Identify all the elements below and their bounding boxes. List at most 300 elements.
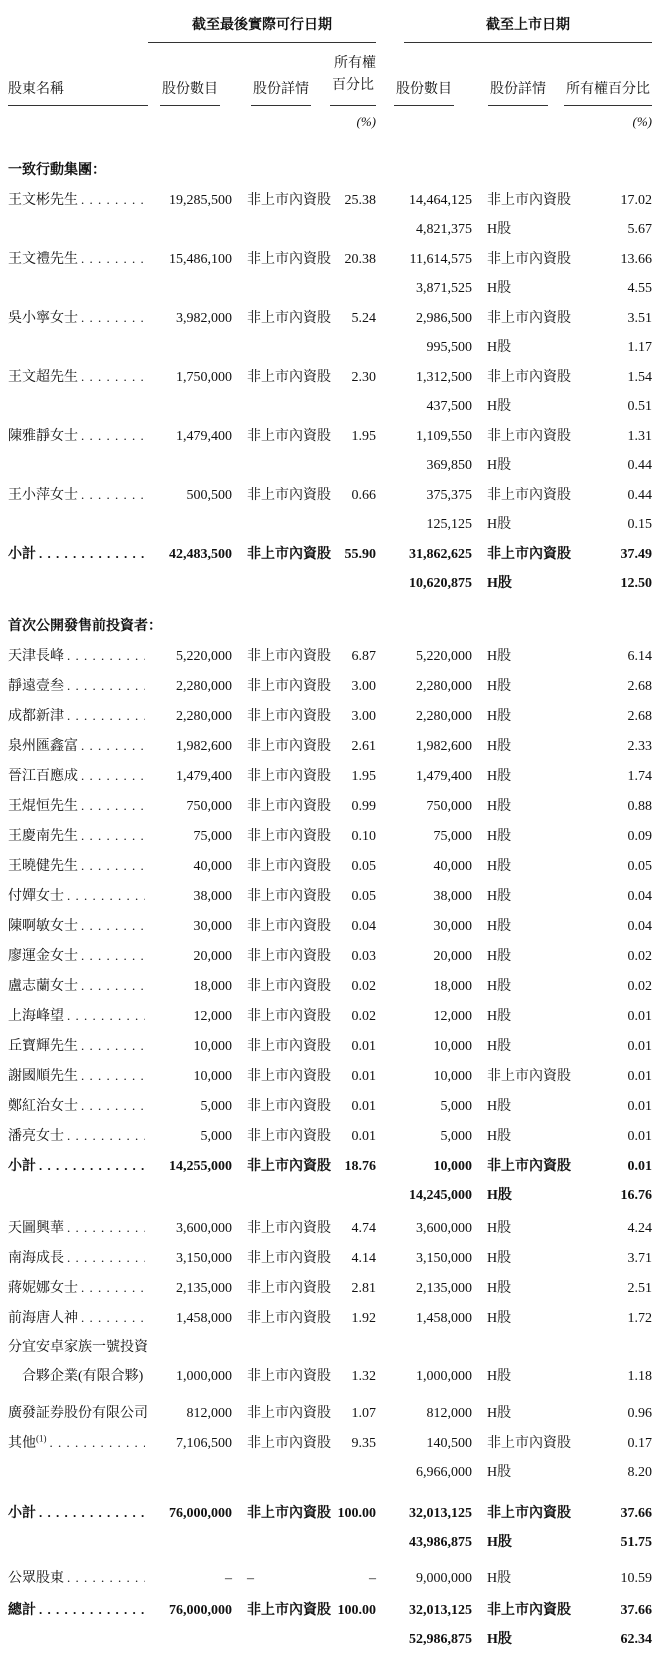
shares-count-lpd: 19,285,500 (169, 192, 232, 208)
share-class-lpd: 非上市內資股 (247, 251, 331, 267)
shares-count-lpd: 30,000 (193, 918, 232, 934)
share-class-lpd: 非上市內資股 (247, 310, 331, 326)
shares-count-listing: 30,000 (433, 918, 472, 934)
section-title: 首次公開發售前投資者： (8, 618, 162, 634)
ownership-pct-listing: 8.20 (627, 1464, 652, 1480)
shares-count-listing: 18,000 (433, 978, 472, 994)
shares-count-listing: 2,280,000 (416, 708, 472, 724)
leader-dots (81, 971, 145, 1001)
shareholder-name: 晉江百應成 . . . (8, 761, 148, 791)
share-class-lpd: 非上市內資股 (247, 1435, 331, 1451)
shareholder-name: 王焜恒先生 . . . (8, 791, 148, 821)
share-class-listing: H股 (487, 858, 512, 874)
shares-count-listing: 3,600,000 (416, 1220, 472, 1236)
shares-count-lpd: 5,000 (200, 1128, 232, 1144)
leader-dots (50, 1428, 146, 1458)
table-row (8, 701, 652, 731)
ownership-pct-lpd: 2.61 (351, 738, 376, 754)
share-class-listing: H股 (487, 516, 512, 532)
leader-dots (81, 821, 145, 851)
shares-count-listing: 750,000 (426, 798, 472, 814)
shares-count-lpd: 1,479,400 (176, 768, 232, 784)
share-class-listing: 非上市內資股 (487, 310, 571, 326)
shares-count-lpd: 3,150,000 (176, 1250, 232, 1266)
share-class-listing: H股 (487, 798, 512, 814)
continuation-row (8, 1181, 652, 1210)
share-class-listing: H股 (487, 221, 512, 237)
share-class-lpd: 非上市內資股 (247, 888, 331, 904)
shares-count-lpd: 1,479,400 (176, 428, 232, 444)
share-class-listing: H股 (487, 339, 512, 355)
shareholder-name: 付嬋女士 . . . (8, 881, 148, 911)
share-class-lpd: 非上市內資股 (247, 708, 331, 724)
continuation-row (8, 1625, 652, 1654)
shares-count-lpd: 5,000 (200, 1098, 232, 1114)
subtotal-row (8, 1498, 652, 1528)
leader-dots (81, 185, 145, 215)
continuation-row (8, 215, 652, 244)
shares-count-lpd: – (225, 1570, 232, 1586)
share-class-listing: 非上市內資股 (487, 251, 571, 267)
continuation-row (8, 451, 652, 480)
shares-count-listing: 32,013,125 (409, 1505, 472, 1521)
table-row (8, 761, 652, 791)
ownership-pct-listing: 37.66 (620, 1602, 652, 1618)
ownership-pct-lpd: 2.30 (351, 369, 376, 385)
share-class-lpd: 非上市內資股 (247, 1368, 331, 1384)
ownership-pct-listing: 4.24 (627, 1220, 652, 1236)
shareholder-name: 吳小寧女士 . . . (8, 303, 148, 333)
ownership-pct-lpd: 55.90 (344, 546, 376, 562)
shares-count-lpd: 500,500 (186, 487, 232, 503)
ownership-pct-lpd: 2.81 (351, 1280, 376, 1296)
shares-count-lpd: 38,000 (193, 888, 232, 904)
shares-count-lpd: 812,000 (186, 1405, 232, 1421)
shares-count-lpd: 76,000,000 (169, 1602, 232, 1618)
leader-dots (67, 641, 145, 671)
share-class-listing: 非上市內資股 (487, 1435, 571, 1451)
column-header-shares-listing: 股份數目 (376, 78, 472, 106)
ownership-pct-lpd: 0.02 (351, 1008, 376, 1024)
shares-count-lpd: 40,000 (193, 858, 232, 874)
shares-count-lpd: 75,000 (193, 828, 232, 844)
share-class-lpd: 非上市內資股 (247, 1068, 331, 1084)
shareholder-name: 前海唐人神 . . . (8, 1303, 148, 1333)
leader-dots (67, 1243, 145, 1273)
ownership-pct-listing: 3.51 (627, 310, 652, 326)
shareholder-name: 小計 . . . (8, 539, 148, 569)
shares-count-lpd: 7,106,500 (176, 1435, 232, 1451)
shares-count-listing: 369,850 (426, 457, 472, 473)
ownership-pct-listing: 0.02 (627, 978, 652, 994)
share-class-listing: H股 (487, 1570, 512, 1586)
share-class-lpd: 非上市內資股 (247, 1220, 331, 1236)
continuation-row (8, 510, 652, 539)
share-class-listing: H股 (487, 280, 512, 296)
table-row (8, 1333, 652, 1362)
shareholder-name: 其他$^{(1)}$ . . . (8, 1428, 148, 1458)
ownership-pct-listing: 0.01 (627, 1158, 652, 1174)
share-class-listing: 非上市內資股 (487, 1505, 571, 1521)
shares-count-listing: 437,500 (426, 398, 472, 414)
shares-count-lpd: 10,000 (193, 1038, 232, 1054)
table-row (8, 1428, 652, 1458)
table-row (8, 480, 652, 510)
ownership-pct-listing: 1.18 (627, 1368, 652, 1384)
share-class-lpd: 非上市內資股 (247, 1158, 331, 1174)
leader-dots (67, 1121, 145, 1151)
ownership-pct-listing: 2.68 (627, 708, 652, 724)
leader-dots (81, 791, 145, 821)
shareholder-name: 盧志蘭女士 . . . (8, 971, 148, 1001)
shareholder-name: 公眾股東 . . . (8, 1563, 148, 1593)
total-row (8, 1595, 652, 1625)
leader-dots (81, 480, 145, 510)
shareholder-name: 廖運金女士 . . . (8, 941, 148, 971)
shareholder-name: 上海峰望 . . . (8, 1001, 148, 1031)
share-class-lpd: 非上市內資股 (247, 948, 331, 964)
shares-count-lpd: 1,750,000 (176, 369, 232, 385)
shares-count-listing: 125,125 (426, 516, 472, 532)
leader-dots (67, 1213, 145, 1243)
leader-dots (67, 671, 145, 701)
continuation-row (8, 569, 652, 598)
share-class-listing: H股 (487, 1098, 512, 1114)
shareholder-name: 天津長峰 . . . (8, 641, 148, 671)
table-body (8, 156, 652, 1654)
ownership-pct-listing: 2.33 (627, 738, 652, 754)
ownership-pct-listing: 0.44 (627, 457, 652, 473)
table-row (8, 791, 652, 821)
shares-count-lpd: 18,000 (193, 978, 232, 994)
ownership-pct-listing: 0.51 (627, 398, 652, 414)
ownership-pct-lpd: 5.24 (351, 310, 376, 326)
share-class-lpd: 非上市內資股 (247, 1505, 331, 1521)
table-row (8, 1031, 652, 1061)
shares-count-listing: 10,000 (433, 1068, 472, 1084)
shareholder-name: 分宜安卓家族一號投資 (8, 1339, 148, 1355)
share-class-lpd: 非上市內資股 (247, 1280, 331, 1296)
share-class-listing: H股 (487, 575, 512, 591)
shareholder-name: 小計 . . . (8, 1498, 148, 1528)
ownership-pct-listing: 13.66 (620, 251, 652, 267)
ownership-pct-lpd: 0.05 (351, 858, 376, 874)
share-class-listing: H股 (487, 457, 512, 473)
shares-count-listing: 20,000 (433, 948, 472, 964)
share-class-listing: H股 (487, 948, 512, 964)
ownership-pct-lpd: 0.99 (351, 798, 376, 814)
percent-unit-listing: (%) (632, 113, 652, 129)
leader-dots (81, 1061, 145, 1091)
shareholder-name: 總計 . . . (8, 1595, 148, 1625)
table-row (8, 1273, 652, 1303)
shareholder-name: 王小萍女士 . . . (8, 480, 148, 510)
share-class-lpd: 非上市內資股 (247, 1310, 331, 1326)
table-row (8, 971, 652, 1001)
table-row (8, 1001, 652, 1031)
leader-dots (81, 1031, 145, 1061)
continuation-row (8, 1528, 652, 1557)
shares-count-lpd: 14,255,000 (169, 1158, 232, 1174)
share-class-lpd: 非上市內資股 (247, 1405, 331, 1421)
ownership-pct-listing: 3.71 (627, 1250, 652, 1266)
leader-dots (81, 851, 145, 881)
column-header-detail-listing: 股份詳情 (472, 78, 564, 106)
ownership-pct-listing: 1.74 (627, 768, 652, 784)
share-class-listing: H股 (487, 888, 512, 904)
percent-unit-lpd: (%) (356, 113, 376, 129)
shareholder-name: 合夥企業(有限合夥) (22, 1368, 144, 1384)
shareholder-name: 潘亮女士 . . . (8, 1121, 148, 1151)
shares-count-lpd: 3,600,000 (176, 1220, 232, 1236)
ownership-pct-listing: 0.04 (627, 918, 652, 934)
ownership-pct-listing: 12.50 (620, 575, 652, 591)
share-class-lpd: 非上市內資股 (247, 1250, 331, 1266)
ownership-pct-lpd: 4.74 (351, 1220, 376, 1236)
share-class-lpd: 非上市內資股 (247, 918, 331, 934)
table-row (8, 1399, 652, 1428)
leader-dots (67, 1001, 145, 1031)
share-class-listing: 非上市內資股 (487, 1068, 571, 1084)
share-class-lpd: 非上市內資股 (247, 1602, 331, 1618)
shares-count-lpd: 10,000 (193, 1068, 232, 1084)
share-class-listing: H股 (487, 978, 512, 994)
leader-dots (67, 701, 145, 731)
share-class-lpd: 非上市內資股 (247, 828, 331, 844)
table-row (8, 1563, 652, 1593)
ownership-pct-lpd: 100.00 (337, 1505, 376, 1521)
share-class-listing: 非上市內資股 (487, 192, 571, 208)
continuation-row (8, 392, 652, 421)
share-class-lpd: 非上市內資股 (247, 1128, 331, 1144)
shares-count-listing: 10,620,875 (409, 575, 472, 591)
shares-count-lpd: 750,000 (186, 798, 232, 814)
subtotal-row (8, 1151, 652, 1181)
ownership-pct-listing: 51.75 (620, 1534, 652, 1550)
ownership-pct-listing: 5.67 (627, 221, 652, 237)
share-class-lpd: 非上市內資股 (247, 858, 331, 874)
ownership-pct-lpd: 1.07 (351, 1405, 376, 1421)
section-header (8, 156, 652, 185)
share-class-lpd: 非上市內資股 (247, 768, 331, 784)
table-row (8, 421, 652, 451)
share-class-lpd: 非上市內資股 (247, 648, 331, 664)
ownership-pct-lpd: 0.04 (351, 918, 376, 934)
share-class-listing: H股 (487, 768, 512, 784)
shareholder-name: 天圖興華 . . . (8, 1213, 148, 1243)
table-row (8, 1091, 652, 1121)
table-row (8, 1213, 652, 1243)
ownership-pct-lpd: 0.01 (351, 1038, 376, 1054)
ownership-pct-listing: 17.02 (620, 192, 652, 208)
ownership-pct-listing: 0.88 (627, 798, 652, 814)
share-class-lpd: 非上市內資股 (247, 1098, 331, 1114)
shares-count-listing: 52,986,875 (409, 1631, 472, 1647)
share-class-listing: H股 (487, 1368, 512, 1384)
ownership-pct-lpd: 0.01 (351, 1128, 376, 1144)
share-class-listing: H股 (487, 1534, 512, 1550)
shares-count-listing: 4,821,375 (416, 221, 472, 237)
share-class-lpd: 非上市內資股 (247, 1008, 331, 1024)
shares-count-listing: 2,280,000 (416, 678, 472, 694)
ownership-pct-lpd: 6.87 (351, 648, 376, 664)
ownership-pct-listing: 0.01 (627, 1038, 652, 1054)
leader-dots (39, 1498, 145, 1528)
subtotal-row (8, 539, 652, 569)
shareholder-name: 謝國順先生 . . . (8, 1061, 148, 1091)
leader-dots (39, 1595, 145, 1625)
ownership-pct-listing: 37.49 (620, 546, 652, 562)
shareholder-name: 小計 . . . (8, 1151, 148, 1181)
share-class-listing: H股 (487, 1250, 512, 1266)
ownership-pct-listing: 1.72 (627, 1310, 652, 1326)
share-class-listing: H股 (487, 1220, 512, 1236)
shareholder-name: 王文超先生 . . . (8, 362, 148, 392)
shares-count-listing: 5,000 (440, 1098, 472, 1114)
shares-count-lpd: 1,458,000 (176, 1310, 232, 1326)
ownership-pct-listing: 0.04 (627, 888, 652, 904)
group-header-listing-date: 截至上市日期 (404, 14, 652, 43)
column-group-row (8, 14, 652, 43)
ownership-pct-lpd: 0.03 (351, 948, 376, 964)
shareholder-name: 鄭紅治女士 . . . (8, 1091, 148, 1121)
shareholder-name: 王文禮先生 . . . (8, 244, 148, 274)
shares-count-lpd: 3,982,000 (176, 310, 232, 326)
share-class-listing: 非上市內資股 (487, 1158, 571, 1174)
ownership-pct-listing: 1.54 (627, 369, 652, 385)
shares-count-lpd: 2,135,000 (176, 1280, 232, 1296)
share-class-listing: 非上市內資股 (487, 546, 571, 562)
shares-count-listing: 3,150,000 (416, 1250, 472, 1266)
ownership-pct-listing: 1.31 (627, 428, 652, 444)
shares-count-listing: 1,000,000 (416, 1368, 472, 1384)
continuation-row (8, 274, 652, 303)
shareholder-name: 蔣妮娜女士 . . . (8, 1273, 148, 1303)
ownership-pct-lpd: 3.00 (351, 678, 376, 694)
shares-count-listing: 5,000 (440, 1128, 472, 1144)
shareholder-name: 王慶南先生 . . . (8, 821, 148, 851)
share-class-listing: H股 (487, 1464, 512, 1480)
shares-count-listing: 12,000 (433, 1008, 472, 1024)
table-row (8, 185, 652, 215)
leader-dots (81, 362, 145, 392)
table-row (8, 881, 652, 911)
ownership-pct-lpd: 9.35 (351, 1435, 376, 1451)
ownership-pct-listing: 0.96 (627, 1405, 652, 1421)
share-class-listing: H股 (487, 738, 512, 754)
table-row (8, 362, 652, 392)
ownership-pct-listing: 0.01 (627, 1128, 652, 1144)
share-class-listing: H股 (487, 918, 512, 934)
share-class-listing: 非上市內資股 (487, 428, 571, 444)
share-class-listing: H股 (487, 398, 512, 414)
ownership-pct-listing: 10.59 (620, 1570, 652, 1586)
share-class-listing: H股 (487, 1280, 512, 1296)
shareholder-name: 陳雅靜女士 . . . (8, 421, 148, 451)
ownership-pct-listing: 0.02 (627, 948, 652, 964)
ownership-pct-lpd: 0.01 (351, 1098, 376, 1114)
leader-dots (81, 421, 145, 451)
ownership-pct-lpd: – (369, 1570, 376, 1586)
share-class-listing: H股 (487, 1405, 512, 1421)
share-class-listing: H股 (487, 678, 512, 694)
leader-dots (81, 303, 145, 333)
column-header-shares-lpd: 股份數目 (148, 78, 232, 106)
shares-count-listing: 38,000 (433, 888, 472, 904)
ownership-pct-lpd: 4.14 (351, 1250, 376, 1266)
shareholder-name: 陳啊敏女士 . . . (8, 911, 148, 941)
share-class-listing: H股 (487, 1128, 512, 1144)
section-header (8, 612, 652, 641)
table-row (8, 1362, 652, 1391)
shares-count-listing: 31,862,625 (409, 546, 472, 562)
table-row (8, 911, 652, 941)
group-header-latest-practicable-date: 截至最後實際可行日期 (148, 14, 376, 43)
shares-count-lpd: 1,000,000 (176, 1368, 232, 1384)
share-class-listing: 非上市內資股 (487, 369, 571, 385)
shareholder-name: 廣發証券股份有限公司 (8, 1405, 148, 1421)
shareholder-name: 泉州匯鑫富 . . . (8, 731, 148, 761)
shares-count-listing: 2,135,000 (416, 1280, 472, 1296)
ownership-pct-listing: 0.01 (627, 1098, 652, 1114)
shares-count-lpd: 15,486,100 (169, 251, 232, 267)
shares-count-listing: 75,000 (433, 828, 472, 844)
continuation-row (8, 333, 652, 362)
table-row (8, 1243, 652, 1273)
share-class-listing: H股 (487, 1038, 512, 1054)
table-row (8, 941, 652, 971)
shares-count-listing: 1,458,000 (416, 1310, 472, 1326)
ownership-pct-lpd: 0.10 (351, 828, 376, 844)
share-class-lpd: 非上市內資股 (247, 1038, 331, 1054)
shares-count-listing: 1,312,500 (416, 369, 472, 385)
share-class-lpd: 非上市內資股 (247, 978, 331, 994)
shares-count-listing: 1,479,400 (416, 768, 472, 784)
ownership-pct-lpd: 100.00 (337, 1602, 376, 1618)
shares-count-lpd: 12,000 (193, 1008, 232, 1024)
ownership-pct-lpd: 0.02 (351, 978, 376, 994)
shares-count-listing: 14,464,125 (409, 192, 472, 208)
ownership-pct-lpd: 0.01 (351, 1068, 376, 1084)
leader-dots (81, 911, 145, 941)
shares-count-listing: 10,000 (433, 1158, 472, 1174)
leader-dots (39, 539, 145, 569)
shares-count-listing: 995,500 (426, 339, 472, 355)
ownership-pct-listing: 0.15 (627, 516, 652, 532)
table-row (8, 851, 652, 881)
shares-count-lpd: 76,000,000 (169, 1505, 232, 1521)
shares-count-listing: 14,245,000 (409, 1187, 472, 1203)
ownership-pct-listing: 0.17 (627, 1435, 652, 1451)
table-row (8, 1121, 652, 1151)
share-class-lpd: 非上市內資股 (247, 428, 331, 444)
table-row (8, 1061, 652, 1091)
shares-count-listing: 3,871,525 (416, 280, 472, 296)
share-class-listing: H股 (487, 828, 512, 844)
share-class-lpd: 非上市內資股 (247, 798, 331, 814)
shares-count-lpd: 1,982,600 (176, 738, 232, 754)
leader-dots (81, 244, 145, 274)
share-class-lpd: 非上市內資股 (247, 487, 331, 503)
ownership-pct-listing: 6.14 (627, 648, 652, 664)
leader-dots (81, 1091, 145, 1121)
leader-dots (67, 881, 145, 911)
ownership-pct-listing: 2.51 (627, 1280, 652, 1296)
column-header-pct-lpd: 所有權 百分比 (330, 53, 376, 106)
ownership-pct-lpd: 3.00 (351, 708, 376, 724)
leader-dots (81, 761, 145, 791)
table-row (8, 671, 652, 701)
